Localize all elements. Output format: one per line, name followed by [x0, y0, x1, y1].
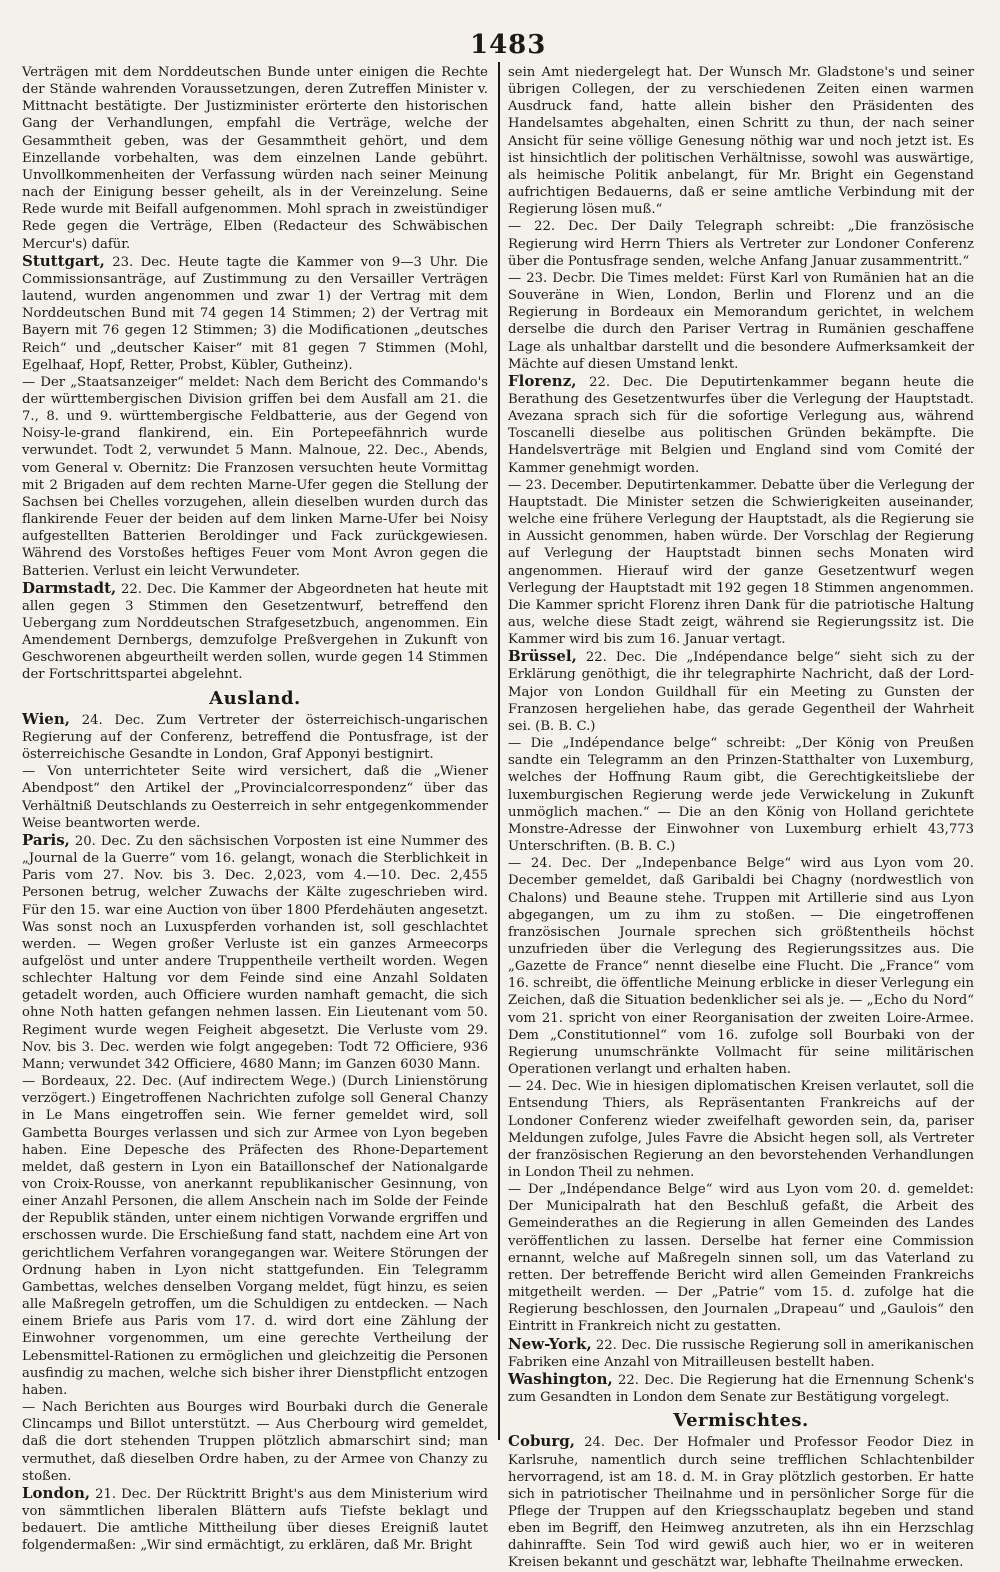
article-paragraph: — Nach Berichten aus Bourges wird Bourbaki durch die Generale Clincamps und Billot unterstützt. — Aus Cherbourg wird gemeldet, daß die dort stehenden Truppen plötzlich abmarschirt sind; man vermuthet, daß dieselben Ordre haben, zu der Armee von Chanzy zu stoßen. [22, 1400, 488, 1484]
article-paragraph: — 24. Dec. Der „Indepenbance Belge“ wird aus Lyon vom 20. December gemeldet, daß Garibaldi bei Chagny (nordwestlich von Chalons) und Beaune stehe. Truppen mit Artillerie sind aus Lyon abgegangen, um zu ihm zu stoßen. — Die eingetroffenen französischen Journale sprechen sich größtentheils höchst unzufrieden über die Verlegung des Regierungssitzes aus. Die „Gazette de France“ nennt dieselbe eine Flucht. Die „France“ vom 16. schreibt, die öffentliche Meinung erblicke in dieser Verlegung ein Zeichen, daß die Situation bedenklicher sei als je. — „Echo du Nord“ vom 21. spricht von einer Reorganisation der zweiten Loire-Armee. Dem „Constitutionnel“ vom 16. zufolge soll Bourbaki von der Regierung unumschränkte Vollmacht für seine militärischen Operationen verlangt und erhalten haben. [508, 856, 974, 1078]
article-text: 22. Dec. Die Deputirtenkammer begann heute die Berathung des Gesetzentwurfes über die Verlegung der Hauptstadt. Avezana sprach sich für die sofortige Verlegung aus, während Toscanelli dieselbe aus politischen Gründen bekämpfte. Die Handelsverträge mit Belgien und England sind vom Comité der Kammer genehmigt worden. [508, 374, 974, 476]
dateline: London, [22, 1483, 91, 1502]
article-paragraph: — 23. Decbr. Die Times meldet: Fürst Karl von Rumänien hat an die Souveräne in Wien, London, Berlin und Florenz und an die Regierung in Bordeaux ein Memorandum gerichtet, in welchem derselbe die durch den Pariser Vertrag in Rumänien geschaffene Lage als unhaltbar darstellt und die besondere Aufmerksamkeit der Mächte auf diesen Umstand lenkt. [508, 270, 974, 372]
article-paragraph: Verträgen mit dem Norddeutschen Bunde unter einigen die Rechte der Stände wahrenden Voraussetzungen, deren Zutreffen Minister v. Mittnacht bestätigte. Der Justizminister erörterte den historischen Gang der Verhandlungen, empfahl die Verträge, welche der Gesammtheit geben, was der Gesammtheit gehört, und dem Einzellande vorbehalten, was dem einzelnen Lande gebührt. Unvollkommenheiten der Verfassung würden nach seiner Meinung nach der Einigung besser geheilt, als in der Vereinzelung. Seine Rede wurde mit Beifall aufgenommen. Mohl sprach in zweistündiger Rede gegen die Verträge, Elben (Redacteur des Schwäbischen Mercur's) dafür. [22, 65, 488, 252]
article-paragraph: — 24. Dec. Wie in hiesigen diplomatischen Kreisen verlautet, soll die Entsendung Thiers, als Repräsentanten Frankreichs auf der Londoner Conferenz wieder zweifelhaft geworden sein, da, pariser Meldungen zufolge, Jules Favre die Absicht hegen soll, als Vertreter der französischen Regierung an den bevorstehenden Verhandlungen in London Theil zu nehmen. [508, 1079, 974, 1180]
article-paragraph [22, 580, 488, 684]
article-paragraph: — Der „Staatsanzeiger“ meldet: Nach dem Bericht des Commando's der württembergischen Division griffen bei dem Ausfall am 21. die 7., 8. und 9. württembergische Feldbatterie, aus der Gegend von Noisy-le-grand flankirend, ein. Ein Portepeefähnrich wurde verwundet. Todt 2, verwundet 5 Mann. Malnoue, 22. Dec., Abends, vom General v. Obernitz: Die Franzosen versuchten heute Vormittag mit 2 Brigaden auf dem rechten Marne-Ufer gegen die Stellung der Sachsen bei Chelles vorzugehen, allein dieselben wurden durch das flankirende Feuer der beiden auf dem linken Marne-Ufer bei Noisy aufgestellten Batterien Beroldinger und Fack zurückgewiesen. Während des Vorstoßes heftiges Feuer vom Mont Avron gegen die Batterien. Verlust ein leicht Verwundeter. [22, 374, 488, 579]
article-paragraph [508, 1336, 974, 1371]
article-paragraph [22, 1485, 488, 1555]
article-paragraph: — 23. December. Deputirtenkammer. Debatte über die Verlegung der Hauptstadt. Die Minister setzen die Schwierigkeiten auseinander, welche eine frühere Verlegung der Hauptstadt, als die Regierung sie in Aussicht genommen, haben würde. Der Vorschlag der Regierung auf Verlegung der Hauptstadt binnen sechs Monaten wird angenommen. Hierauf wird der ganze Gesetzentwurf wegen Verlegung der Hauptstadt mit 192 gegen 18 Stimmen angenommen. Die Kammer spricht Florenz ihren Dank für die patriotische Haltung aus, welche diese Stadt zeigt, während sie Regierungssitz ist. Die Kammer wird bis zum 16. Januar vertagt. [508, 477, 974, 648]
dateline: Florenz, [508, 371, 577, 390]
dateline: Darmstadt, [22, 578, 117, 597]
article-text: 23. Dec. Heute tagte die Kammer von 9—3 Uhr. Die Commissionsanträge, auf Zustimmung zu den Versailler Verträgen lautend, wurden angenommen und zwar 1) der Vertrag mit dem Norddeutschen Bund mit 74 gegen 14 Stimmen; 2) der Vertrag mit Bayern mit 76 gegen 12 Stimmen; 3) die Modificationen „deutsches Reich“ und „deutscher Kaiser“ mit 81 gegen 7 Stimmen (Mohl, Egelhaaf, Hopf, Retter, Probst, Kübler, Gutheinz). [22, 254, 488, 373]
dateline: Paris, [22, 830, 70, 849]
article-text: 21. Dec. Der Rücktritt Bright's aus dem Ministerium wird von sämmtlichen liberalen Blättern aufs Tiefste beklagt und bedauert. Die amtliche Mittheilung über dieses Ereigniß lautet folgendermaßen: „Wir sind ermächtigt, zu erklären, daß Mr. Bright [22, 1486, 488, 1554]
section-heading-ausland: Ausland. [209, 687, 301, 709]
article-paragraph [508, 373, 974, 477]
article-paragraph: — Bordeaux, 22. Dec. (Auf indirectem Wege.) (Durch Linienstörung verzögert.) Eingetroffenen Nachrichten zufolge soll General Chanzy in Le Mans eingetroffen sein. Wie ferner gemeldet wird, soll Gambetta Bourges verlassen und sich zur Armee von Lyon begeben haben. Eine Depesche des Präfecten des Rhone-Departement meldet, daß gestern in Lyon ein Bataillonschef der Nationalgarde von Croix-Rousse, von anerkannt republikanischer Gesinnung, von einer Anzahl Personen, die allem Anschein nach im Solde der Feinde der Republik ständen, unter einem nichtigen Vorwande ergriffen und erschossen wurde. Die Erschießung fand statt, nachdem eine Art von gerichtlichem Verfahren vorangegangen war. Weitere Störungen der Ordnung haben in Lyon nicht stattgefunden. Ein Telegramm Gambettas, welches denselben Vorgang meldet, fügt hinzu, es seien alle Maßregeln getroffen, um die Schuldigen zu entdecken. — Nach einem Briefe aus Paris vom 17. d. wird dort eine Zählung der Einwohner vorgenommen, um eine gerechte Vertheilung der Lebensmittel-Rationen zu ermöglichen und gleichzeitig die Personen ausfindig zu machen, welche sich bisher ihrer Dienstpflicht entzogen haben. [22, 1074, 488, 1398]
page-number: 1483 [470, 30, 547, 60]
article-text: 24. Dec. Zum Vertreter der österreichisch-ungarischen Regierung auf der Conferenz, betreffend die Pontusfrage, ist der österreichische Gesandte in London, Graf Apponyi bestignirt. [22, 712, 488, 763]
article-text: 22. Dec. Die Kammer der Abgeordneten hat heute mit allen gegen 3 Stimmen den Gesetzentwurf, betreffend den Uebergang zum Norddeutschen Strafgesetzbuch, angenommen. Ein Amendement Dernbergs, demzufolge Preßvergehen in Zukunft von Geschworenen abgeurtheilt werden sollen, wurde gegen 14 Stimmen der Fortschrittspartei abgelehnt. [22, 581, 488, 683]
article-paragraph: — Die „Indépendance belge“ schreibt: „Der König von Preußen sandte ein Telegramm an den Prinzen-Statthalter von Luxemburg, welches der Hoffnung Raum gibt, die Gerechtigkeitsliebe der luxemburgischen Regierung werde jede Verwickelung in Zukunft unmöglich machen.“ — Die an den König von Holland gerichtete Monstre-Adresse der Einwohner von Luxemburg erhielt 43,773 Unterschriften. (B. B. C.) [508, 736, 974, 855]
dateline: Stuttgart, [22, 251, 105, 270]
article-paragraph [22, 832, 488, 1073]
dateline: Washington, [508, 1369, 613, 1388]
article-paragraph [508, 1433, 974, 1571]
dateline: Coburg, [508, 1432, 575, 1451]
article-text: 22. Dec. Die russische Regierung soll in amerikanischen Fabriken eine Anzahl von Mitrailleusen bestellt haben. [508, 1337, 974, 1370]
dateline: New-York, [508, 1334, 592, 1353]
left-column [22, 64, 488, 1554]
dateline: Wien, [22, 709, 70, 728]
dateline: Brüssel, [508, 647, 577, 666]
article-paragraph [22, 711, 488, 763]
article-text: 20. Dec. Zu den sächsischen Vorposten ist eine Nummer des „Journal de la Guerre“ vom 16. gelangt, wonach die Sterblichkeit in Paris vom 27. Nov. bis 3. Dec. 2,023, vom 4.—10. Dec. 2,455 Personen betrug, welcher Zuwachs der Kälte zugeschrieben wird. Für den 15. war eine Auction von über 1800 Pferdehäuten angesetzt. Was sonst noch an Luxuspferden vorhanden ist, soll geschlachtet werden. — Wegen großer Verluste ist ein ganzes Armeecorps aufgelöst und unter andere Truppentheile vertheilt worden. Wegen schlechter Haltung vor dem Feinde sind eine Anzahl Soldaten getadelt worden, auch Officiere wurden namhaft gemacht, die sich ohne Noth hatten gefangen nehmen lassen. Ein Lieutenant vom 50. Regiment wurde wegen Feigheit abgesetzt. Die Verluste vom 29. Nov. bis 3. Dec. werden wie folgt angegeben: Todt 72 Officiere, 936 Mann; verwundet 342 Officiere, 4680 Mann; im Ganzen 6030 Mann. [22, 833, 488, 1072]
article-paragraph: — 22. Dec. Der Daily Telegraph schreibt: „Die französische Regierung wird Herrn Thiers als Vertreter zur Londoner Conferenz über die Pontusfrage senden, welche Anfang Januar zusammentritt.“ [508, 219, 974, 269]
article-paragraph [22, 253, 488, 374]
article-paragraph [508, 648, 974, 735]
right-column [508, 64, 974, 1571]
article-text: 24. Dec. Der Hofmaler und Professor Feodor Diez in Karlsruhe, namentlich durch seine trefflichen Schlachtenbilder hervorragend, ist am 18. d. M. in Gray plötzlich gestorben. Er hatte sich in patriotischer Theilnahme und in persönlicher Sorge für die Pflege der Truppen auf den Kriegsschauplatz begeben und stand eben im Begriff, den Heimweg anzutreten, als ihn ein Herzschlag dahinraffte. Sein Tod wird gewiß auch hier, wo er in weiteren Kreisen bekannt und geschätzt war, lebhafte Theilnahme erwecken. [508, 1435, 974, 1571]
article-paragraph [508, 1371, 974, 1406]
article-text: 22. Dec. Die „Indépendance belge“ sieht sich zu der Erklärung genöthigt, die ihr telegraphirte Nachricht, daß der Lord-Major von London Guildhall für ein Meeting zu Gunsten der Franzosen hergeliehen habe, das gerade Gegentheil der Wahrheit sei. (B. B. C.) [508, 650, 974, 734]
article-paragraph: — Von unterrichteter Seite wird versichert, daß die „Wiener Abendpost“ den Artikel der „Provincialcorrespondenz“ über das Verhältniß Deutschlands zu Oesterreich in sehr entgegenkommender Weise beantworten werde. [22, 764, 488, 831]
article-paragraph: — Der „Indépendance Belge“ wird aus Lyon vom 20. d. gemeldet: Der Municipalrath hat den Beschluß gefaßt, die Arbeit des Gemeinderathes an die Regierung in allen Gemeinden des Landes veröffentlichen zu lassen. Derselbe hat ferner eine Commission ernannt, welche auf Maßregeln sinnen soll, um das Vaterland zu retten. Der betreffende Bericht wird allen Gemeinden Frankreichs mitgetheilt werden. — Der „Patrie“ vom 15. d. zufolge hat die Regierung beschlossen, den Journalen „Drapeau“ und „Gaulois“ den Eintritt in Frankreich nicht zu gestatten. [508, 1182, 974, 1335]
section-heading-vermischtes: Vermischtes. [673, 1410, 809, 1432]
article-text: 22. Dec. Die Regierung hat die Ernennung Schenk's zum Gesandten in London dem Senate zur Bestätigung vorgelegt. [508, 1372, 974, 1406]
column-divider [498, 62, 500, 1440]
article-paragraph: sein Amt niedergelegt hat. Der Wunsch Mr. Gladstone's und seiner übrigen Collegen, der zu verschiedenen Zeiten einen warmen Ausdruck fand, hatte allein bisher den Präsidenten des Handelsamtes abgehalten, einen Schritt zu thun, der nach seiner Ansicht für seine völlige Genesung nöthig war und noch jetzt ist. Es ist hinsichtlich der politischen Verhältnisse, sowohl was auswärtige, als heimische Politik anbelangt, für Mr. Bright ein Gegenstand aufrichtigen Bedauerns, daß er seine amtliche Verbindung mit der Regierung lösen muß.“ [508, 65, 974, 218]
